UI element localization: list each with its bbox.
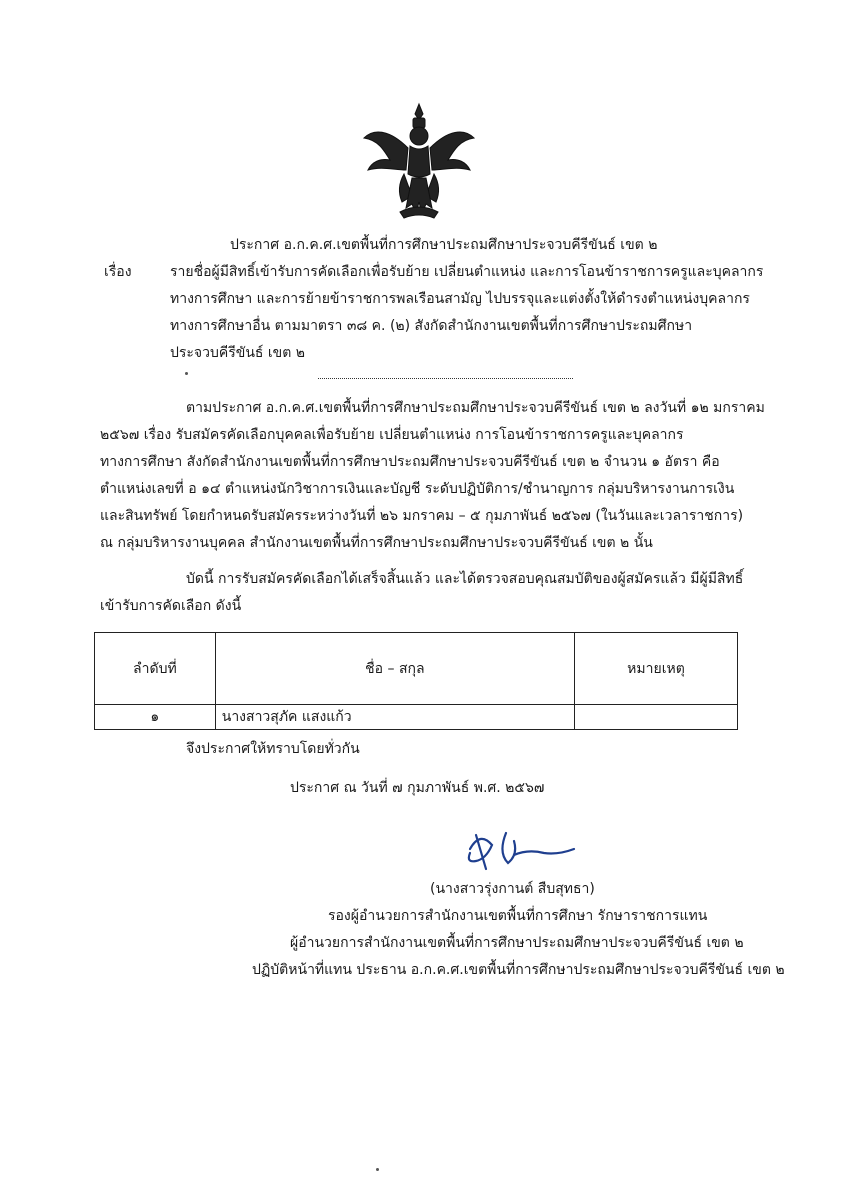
announcement-title: ประกาศ อ.ก.ค.ศ.เขตพื้นที่การศึกษาประถมศึกษาประจวบคีรีขันธ์ เขต ๒	[230, 237, 658, 253]
header-remark: หมายเหตุ	[574, 633, 737, 705]
dotted-divider	[318, 378, 573, 379]
signature-icon	[462, 825, 580, 875]
signatory-name: (นางสาวรุ่งกานต์ สืบสุทธา)	[430, 881, 595, 897]
row-remark	[574, 705, 737, 730]
body-paragraph-line: ตามประกาศ อ.ก.ค.ศ.เขตพื้นที่การศึกษาประถมศึกษาประจวบคีรีขันธ์ เขต ๒ ลงวันที่ ๑๒ มกราคม	[186, 400, 765, 416]
announcement-date: ประกาศ ณ วันที่ ๗ กุมภาพันธ์ พ.ศ. ๒๕๖๗	[290, 780, 545, 796]
signatory-position: รองผู้อำนวยการสำนักงานเขตพื้นที่การศึกษา รักษาราชการแทน	[328, 908, 708, 924]
subject-line: รายชื่อผู้มีสิทธิ์เข้ารับการคัดเลือกเพื่อรับย้าย เปลี่ยนตำแหน่ง และการโอนข้าราชการครูและบุคลากร	[170, 264, 764, 280]
body-paragraph-line: ณ กลุ่มบริหารงานบุคคล สำนักงานเขตพื้นที่การศึกษาประถมศึกษาประจวบคีรีขันธ์ เขต ๒ นั้น	[100, 535, 653, 551]
candidate-table	[94, 632, 738, 730]
body-paragraph-line: ๒๕๖๗ เรื่อง รับสมัครคัดเลือกบุคคลเพื่อรับย้าย เปลี่ยนตำแหน่ง การโอนข้าราชการครูและบุคลากร	[100, 427, 684, 443]
row-name: นางสาวสุภัค แสงแก้ว	[215, 705, 574, 730]
garuda-emblem-icon	[360, 100, 478, 222]
scan-speck	[376, 1168, 379, 1171]
body-paragraph-line: ทางการศึกษา สังกัดสำนักงานเขตพื้นที่การศึกษาประถมศึกษาประจวบคีรีขันธ์ เขต ๒ จำนวน ๑ อัตรา คือ	[100, 454, 720, 470]
table-header-row	[95, 633, 738, 705]
body-paragraph-line: บัดนี้ การรับสมัครคัดเลือกได้เสร็จสิ้นแล้ว และได้ตรวจสอบคุณสมบัติของผู้สมัครแล้ว มีผู้มีสิทธิ์	[186, 571, 744, 587]
row-order: ๑	[95, 705, 216, 730]
subject-line: ทางการศึกษาอื่น ตามมาตรา ๓๘ ค. (๒) สังกัดสำนักงานเขตพื้นที่การศึกษาประถมศึกษา	[170, 318, 693, 334]
body-paragraph-line: และสินทรัพย์ โดยกำหนดรับสมัครระหว่างวันที่ ๒๖ มกราคม – ๕ กุมภาพันธ์ ๒๕๖๗ (ในวันและเวลาราชการ)	[100, 508, 744, 524]
subject-line: ทางการศึกษา และการย้ายข้าราชการพลเรือนสามัญ ไปบรรจุและแต่งตั้งให้ดำรงตำแหน่งบุคลากร	[170, 291, 750, 307]
body-paragraph-line: ตำแหน่งเลขที่ อ ๑๔ ตำแหน่งนักวิชาการเงินและบัญชี ระดับปฏิบัติการ/ชำนาญการ กลุ่มบริหารงานการเงิน	[100, 481, 735, 497]
signatory-position: ปฏิบัติหน้าที่แทน ประธาน อ.ก.ค.ศ.เขตพื้นที่การศึกษาประถมศึกษาประจวบคีรีขันธ์ เขต ๒	[252, 962, 785, 978]
table-row	[95, 705, 738, 730]
closing-statement: จึงประกาศให้ทราบโดยทั่วกัน	[186, 741, 360, 757]
subject-line: ประจวบคีรีขันธ์ เขต ๒	[170, 345, 306, 361]
header-name: ชื่อ – สกุล	[215, 633, 574, 705]
scan-speck	[185, 372, 188, 375]
body-paragraph-line: เข้ารับการคัดเลือก ดังนี้	[100, 598, 242, 614]
subject-label: เรื่อง	[104, 264, 132, 280]
header-order: ลำดับที่	[95, 633, 216, 705]
signatory-position: ผู้อำนวยการสำนักงานเขตพื้นที่การศึกษาประถมศึกษาประจวบคีรีขันธ์ เขต ๒	[290, 935, 744, 951]
